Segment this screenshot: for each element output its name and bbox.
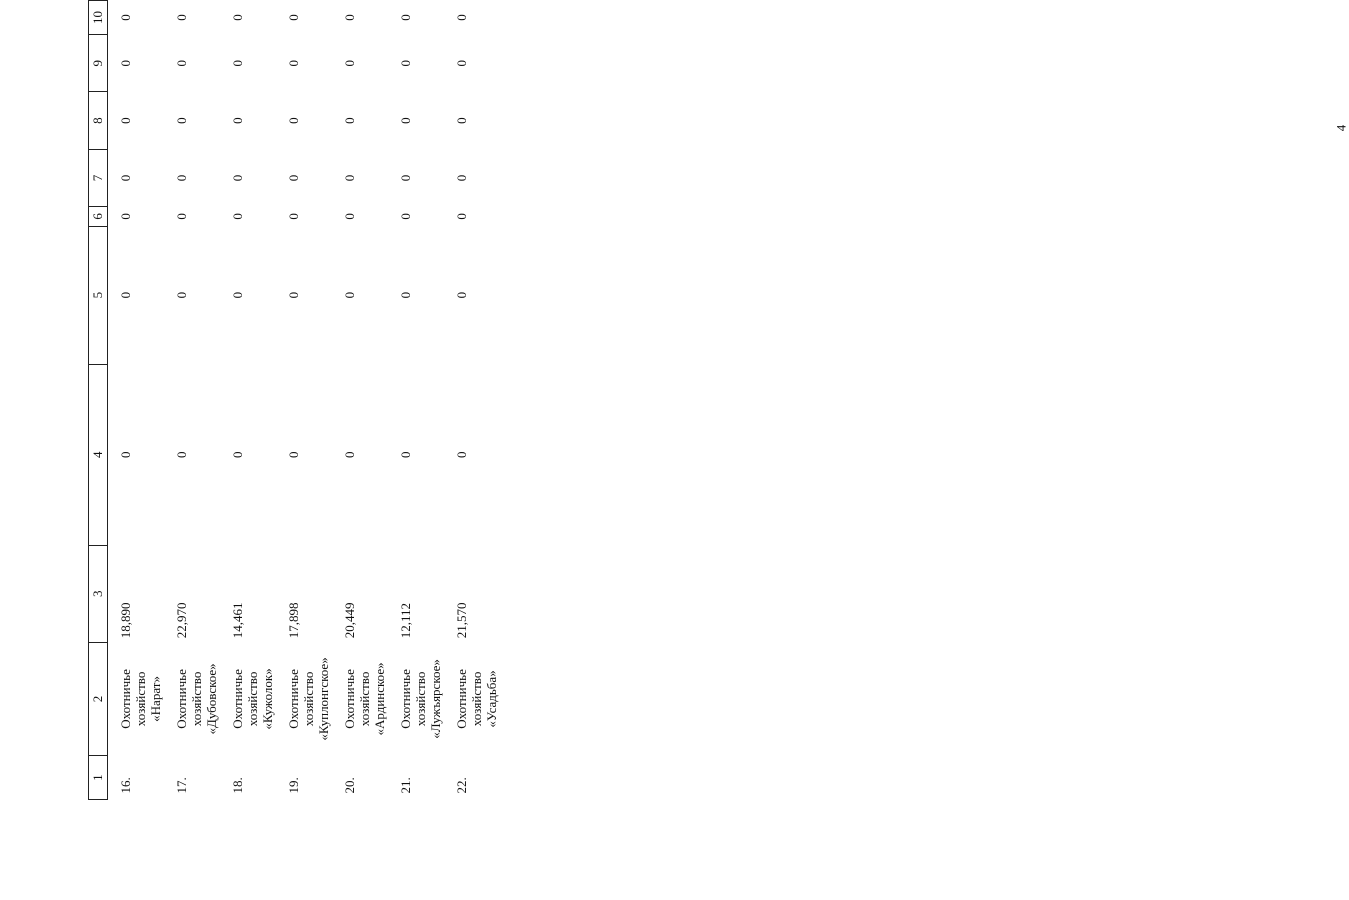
table-row [388, 1, 444, 800]
row-name-line: «Нарат» [148, 676, 163, 722]
row-number: 19. [285, 777, 301, 794]
row-number: 17. [173, 777, 189, 794]
table-row [332, 1, 388, 800]
cell-col-6: 0 [285, 213, 301, 220]
row-name [220, 642, 276, 755]
cell-col-7: 0 [229, 174, 245, 182]
table-row [444, 1, 500, 800]
cell-col-5: 0 [397, 291, 413, 299]
cell-col-7: 0 [173, 174, 189, 182]
cell-col-10: 0 [173, 14, 189, 21]
table-body [108, 1, 500, 800]
row-name-line: Охотничье [453, 669, 469, 729]
cell-col-4: 0 [341, 451, 357, 458]
cell-col-3: 22,970 [173, 602, 189, 639]
row-name-line: хозяйство [468, 671, 484, 727]
row-name-line: «Усадьба» [483, 670, 499, 728]
data-table [88, 0, 500, 800]
col-header-7: 7 [89, 149, 108, 206]
cell-col-10: 0 [453, 14, 469, 21]
cell-col-5: 0 [229, 291, 245, 299]
cell-col-4: 0 [453, 451, 469, 458]
col-header-5: 5 [89, 226, 108, 364]
col-header-10: 10 [89, 1, 108, 35]
header-row [89, 1, 108, 800]
cell-col-5: 0 [285, 291, 301, 299]
cell-col-8: 0 [118, 117, 133, 124]
cell-col-9: 0 [285, 59, 301, 67]
col-header-6: 6 [89, 207, 108, 226]
row-number: 21. [397, 777, 413, 794]
row-name-line: хозяйство [133, 671, 148, 727]
cell-col-8: 0 [397, 117, 413, 124]
cell-col-6: 0 [397, 213, 413, 220]
col-header-1: 1 [89, 756, 108, 800]
row-name-line: «Куплонгское» [315, 657, 331, 741]
cell-col-9: 0 [341, 59, 357, 67]
row-number: 20. [341, 777, 357, 794]
table-row [276, 1, 332, 800]
row-name [444, 642, 500, 755]
row-name [388, 642, 444, 755]
cell-col-9: 0 [229, 59, 245, 67]
cell-col-9: 0 [397, 59, 413, 67]
cell-col-9: 0 [173, 59, 189, 67]
cell-col-6: 0 [453, 213, 469, 220]
cell-col-8: 0 [285, 117, 301, 124]
cell-col-5: 0 [118, 291, 133, 299]
table-row [220, 1, 276, 800]
cell-col-7: 0 [397, 174, 413, 182]
cell-col-9: 0 [118, 59, 133, 67]
cell-col-3: 17,898 [285, 602, 301, 639]
cell-col-5: 0 [173, 291, 189, 299]
cell-col-10: 0 [285, 14, 301, 21]
row-name-line: Охотничье [229, 669, 245, 729]
row-name-line: Охотничье [118, 669, 133, 729]
cell-col-3: 21,570 [453, 602, 469, 639]
cell-col-6: 0 [173, 213, 189, 220]
cell-col-5: 0 [453, 291, 469, 299]
cell-col-8: 0 [453, 117, 469, 124]
rotated-page [0, 0, 640, 900]
row-name-line: «Дубовское» [203, 663, 219, 735]
cell-col-9: 0 [453, 59, 469, 67]
row-name-line: «Лужъярское» [427, 659, 443, 739]
table-row [108, 1, 164, 800]
row-name-line: «Ардинское» [371, 662, 387, 736]
col-header-4: 4 [89, 364, 108, 545]
cell-col-6: 0 [341, 213, 357, 220]
row-name [332, 642, 388, 755]
cell-col-3: 14,461 [229, 602, 245, 639]
cell-col-10: 0 [341, 14, 357, 21]
page-number-text: 4 [1333, 124, 1349, 132]
cell-col-8: 0 [173, 117, 189, 124]
row-name [164, 642, 220, 755]
cell-col-3: 20,449 [341, 602, 357, 639]
cell-col-4: 0 [173, 451, 189, 458]
cell-col-4: 0 [285, 451, 301, 458]
cell-col-6: 0 [118, 213, 133, 220]
col-header-3: 3 [89, 545, 108, 642]
cell-col-10: 0 [229, 14, 245, 21]
cell-col-10: 0 [118, 14, 133, 21]
row-number: 16. [118, 777, 133, 794]
cell-col-4: 0 [229, 451, 245, 458]
cell-col-4: 0 [118, 451, 133, 458]
row-name-line: хозяйство [300, 671, 316, 727]
row-number: 18. [229, 777, 245, 794]
row-name-line: Охотничье [397, 669, 413, 729]
row-name [276, 642, 332, 755]
col-header-9: 9 [89, 35, 108, 92]
cell-col-7: 0 [285, 174, 301, 182]
cell-col-7: 0 [453, 174, 469, 182]
cell-col-7: 0 [341, 174, 357, 182]
cell-col-10: 0 [397, 14, 413, 21]
table-row [164, 1, 220, 800]
row-name-line: Охотничье [173, 669, 189, 729]
row-name-line: хозяйство [244, 671, 260, 727]
cell-col-3: 18,890 [118, 602, 133, 639]
cell-col-7: 0 [118, 174, 133, 182]
row-name-line: Охотничье [285, 669, 301, 729]
row-name [108, 642, 164, 755]
cell-col-6: 0 [229, 213, 245, 220]
col-header-8: 8 [89, 92, 108, 149]
row-name-line: Охотничье [341, 669, 357, 729]
cell-col-8: 0 [229, 117, 245, 124]
row-name-line: хозяйство [188, 671, 204, 727]
col-header-2: 2 [89, 642, 108, 755]
row-name-line: хозяйство [356, 671, 372, 727]
cell-col-5: 0 [341, 291, 357, 299]
row-number: 22. [453, 777, 469, 794]
cell-col-8: 0 [341, 117, 357, 124]
row-name-line: «Кужолок» [259, 668, 275, 730]
cell-col-4: 0 [397, 451, 413, 458]
row-name-line: хозяйство [412, 671, 428, 727]
cell-col-3: 12,112 [397, 602, 413, 639]
